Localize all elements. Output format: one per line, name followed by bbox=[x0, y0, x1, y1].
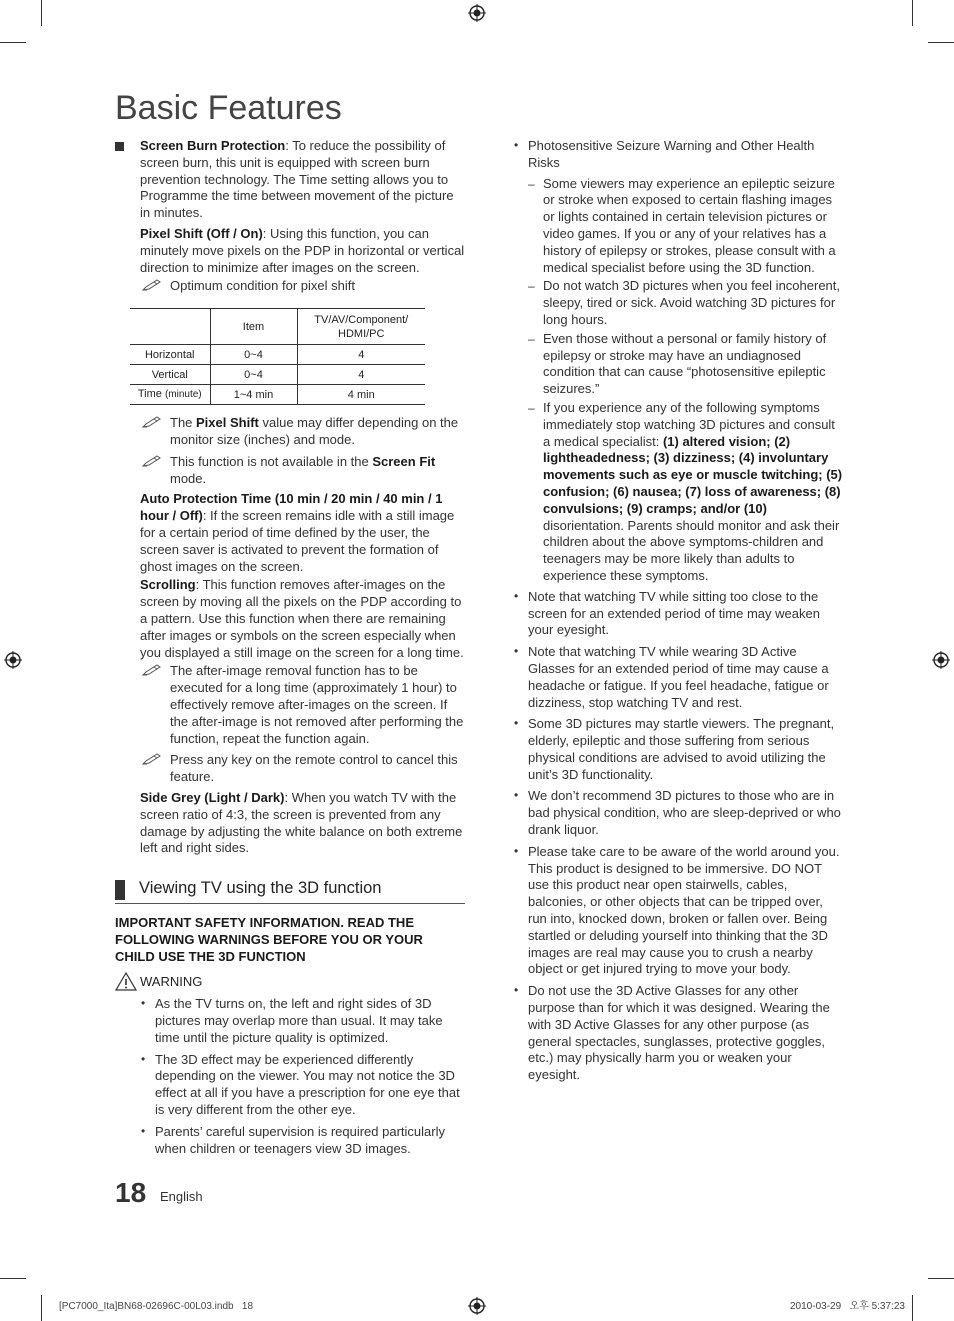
auto-protection-label: Auto Protection Time (10 min / 20 min / 40 min / 1 hour / Off) bbox=[140, 491, 443, 524]
dash-item: – Do not watch 3D pictures when you feel incoherent, sleepy, tired or sick. Avoid watching 3D pictures for long hours. bbox=[528, 278, 843, 328]
pixel-shift-table bbox=[130, 308, 425, 405]
photosensitive-title: Photosensitive Seizure Warning and Other Health Risks bbox=[528, 138, 815, 170]
square-bullet-icon bbox=[115, 142, 124, 151]
footer-timestamp: 2010-03-29 오후 5:37:23 bbox=[790, 1301, 905, 1312]
note-screen-fit-post: mode. bbox=[170, 470, 207, 486]
list-item: • Note that watching TV while wearing 3D Active Glasses for an extended period of time may cause a headache or fatigue. If you feel headache, fatigue or dizziness, stop watching TV and rest. bbox=[513, 644, 843, 711]
list-item: • The 3D effect may be experienced differently depending on the viewer. You may not notice the 3D effect at all if you have a prescription for one eye that is very different from the other eye. bbox=[140, 1052, 465, 1119]
table-row bbox=[130, 365, 425, 385]
table-header-col3-line2: HDMI/PC bbox=[338, 327, 385, 340]
safety-heading: IMPORTANT SAFETY INFORMATION. READ THE FOLLOWING WARNINGS BEFORE YOU OR YOUR CHILD USE THE 3D FUNCTION bbox=[115, 915, 423, 964]
table-header-cell bbox=[130, 309, 210, 345]
note-pencil-icon bbox=[142, 415, 162, 429]
note-after-image-text: The after-image removal function has to be executed for a long time (approximately 1 hour) to effectively remove after-images on the screen. If the after-image is not removed after performing the function, repeat the function again. bbox=[170, 663, 464, 746]
right-column bbox=[513, 138, 843, 1084]
side-grey-text: : When you watch TV with the screen ratio of 4:3, the screen is prevented from any damage by adjusting the white balance on both extreme left and right sides. bbox=[140, 789, 463, 856]
page-language: English bbox=[160, 1189, 203, 1204]
note-pixel-shift bbox=[140, 415, 465, 449]
scrolling-text: : This function removes after-images on the screen by moving all the pixels on the PDP according to a pattern. Use this function when there are remaining after images or symbols on the screen especially when you displayed a still image on the screen for a long time. bbox=[140, 577, 464, 660]
note-pencil-icon bbox=[142, 752, 162, 766]
table-row bbox=[130, 345, 425, 365]
note-pencil-icon bbox=[142, 454, 162, 468]
dash-item bbox=[528, 400, 843, 585]
note-optimum bbox=[140, 278, 465, 295]
list-item: • Please take care to be aware of the world around you. This product is designed to be immersive. DO NOT use this product near open stairwells, cables, balconies, or other objects that can be tripped over, run into, knocked down, broken or fallen over. Being startled or deluding yourself into thinking that the 3D images are real may cause you to crush a nearby object or get injured trying to move your body. bbox=[513, 844, 843, 978]
side-grey-label: Side Grey (Light / Dark) bbox=[140, 789, 285, 805]
table-row-label-suffix: (minute) bbox=[164, 389, 202, 401]
table-cell: 0~4 bbox=[210, 345, 297, 365]
list-item: • As the TV turns on, the left and right sides of 3D pictures may overlap more than usual. It may take time until the picture quality is optimized. bbox=[140, 996, 465, 1046]
side-grey-paragraph bbox=[115, 790, 465, 857]
warning-triangle-icon bbox=[115, 972, 137, 991]
table-row-label-text: Time bbox=[137, 388, 162, 401]
table-header-cell: Item bbox=[210, 309, 297, 345]
list-item bbox=[513, 138, 843, 585]
note-screen-fit bbox=[140, 454, 465, 488]
left-column bbox=[115, 138, 465, 1157]
symptoms-bold: (1) altered vision; (2) lightheadedness; (3) dizziness; (4) involuntary movements such as eye or muscle twitching; (5) confusion; (6) nausea; (7) loss of awareness; (8) convulsions; (9) cramps; and/or (10) bbox=[543, 433, 843, 516]
symptoms-pre: If you experience any of the following symptoms immediately stop watching 3D pictures and consult a medical specialist: bbox=[543, 399, 835, 449]
warning-list bbox=[115, 996, 465, 1157]
crop-mark bbox=[912, 1295, 913, 1321]
table-cell: 4 bbox=[297, 345, 425, 365]
note-screen-fit-bold: Screen Fit bbox=[372, 453, 436, 469]
warning-label-text: WARNING bbox=[140, 974, 203, 990]
symptoms-post: disorientation. Parents should monitor and ask their children about the above symptoms-children and teenagers may be more likely than adults to experience these symptoms. bbox=[543, 517, 840, 583]
screen-burn-label: Screen Burn Protection bbox=[140, 138, 286, 153]
dash-item: – Even those without a personal or family history of epilepsy or stroke may have an undiagnosed condition that can cause “photosensitive epileptic seizures.” bbox=[528, 331, 843, 398]
screen-burn-paragraph bbox=[115, 138, 465, 222]
table-cell: 4 bbox=[297, 365, 425, 385]
crop-mark bbox=[928, 42, 954, 43]
table-header-cell bbox=[297, 309, 425, 345]
note-pencil-icon bbox=[142, 278, 162, 292]
crop-mark bbox=[41, 0, 42, 26]
screen-burn-section bbox=[115, 138, 465, 222]
table-row-label: Horizontal bbox=[130, 345, 210, 365]
pixel-shift-text: : Using this function, you can minutely move pixels on the PDP in horizontal or vertical direction to minimize after images on the screen. bbox=[140, 225, 465, 275]
crop-mark bbox=[0, 42, 26, 43]
registration-mark-icon bbox=[4, 651, 22, 669]
auto-protection-paragraph bbox=[115, 491, 465, 575]
table-header-row bbox=[130, 309, 425, 345]
table-cell: 4 min bbox=[297, 385, 425, 405]
note-press-key-text: Press any key on the remote control to cancel this feature. bbox=[170, 752, 458, 785]
registration-mark-icon bbox=[468, 1297, 486, 1315]
scrolling-paragraph bbox=[115, 577, 465, 661]
note-pixel-shift-post: value may differ depending on the monitor size (inches) and mode. bbox=[170, 415, 459, 447]
section-heading bbox=[115, 876, 465, 904]
page-number: 18 bbox=[115, 1177, 147, 1208]
registration-mark-icon bbox=[468, 4, 486, 22]
note-screen-fit-pre: This function is not available in the bbox=[170, 453, 373, 469]
dash-item: – Some viewers may experience an epileptic seizure or stroke when exposed to certain flashing images or lights contained in certain television pictures or video games. If you or any of your relatives has a history of epilepsy or strokes, please consult with a medical specialist before using the 3D function. bbox=[528, 176, 843, 277]
pixel-shift-label: Pixel Shift (Off / On) bbox=[140, 225, 263, 241]
crop-mark bbox=[0, 1278, 26, 1279]
crop-mark bbox=[928, 1278, 954, 1279]
note-pixel-shift-pre: The bbox=[170, 415, 197, 431]
screen-burn-text: : To reduce the possibility of screen burn, this unit is equipped with screen burn prevention technology. The Time setting allows you to Programme the time between movement of the picture in minutes. bbox=[140, 138, 454, 221]
note-optimum-text: Optimum condition for pixel shift bbox=[170, 278, 355, 294]
list-item: • We don’t recommend 3D pictures to those who are in bad physical condition, who are sleep-deprived or who drank liquor. bbox=[513, 788, 843, 838]
list-item: • Parents’ careful supervision is required particularly when children or teenagers view 3D images. bbox=[140, 1124, 465, 1158]
health-list bbox=[513, 138, 843, 1084]
footer-file-info: [PC7000_Ita]BN68-02696C-00L03.indb 18 bbox=[59, 1301, 254, 1312]
section-heading-text: Viewing TV using the 3D function bbox=[139, 879, 382, 898]
table-cell: 1~4 min bbox=[210, 385, 297, 405]
note-pixel-shift-bold: Pixel Shift bbox=[196, 415, 259, 431]
list-item: • Do not use the 3D Active Glasses for any other purpose than for which it was designed. Wearing the with 3D Active Glasses for any other purpose (as general spectacles, sunglasses, protective goggles, etc.) may physically harm you or weaken your eyesight. bbox=[513, 983, 843, 1084]
list-item: • Note that watching TV while sitting too close to the screen for an extended period of time may weaken your eyesight. bbox=[513, 589, 843, 639]
warning-label bbox=[115, 974, 465, 991]
table-row bbox=[130, 385, 425, 405]
table-header-col3-line1: TV/AV/Component/ bbox=[314, 313, 409, 326]
pixel-shift-paragraph bbox=[115, 226, 465, 276]
crop-mark bbox=[41, 1295, 42, 1321]
registration-mark-icon bbox=[932, 651, 950, 669]
auto-protection-text: : If the screen remains idle with a still image for a certain period of time defined by the user, the screen saver is activated to prevent the formation of ghost images on the screen. bbox=[140, 508, 455, 574]
note-pencil-icon bbox=[142, 663, 162, 677]
crop-mark bbox=[912, 0, 913, 26]
table-row-label: Vertical bbox=[130, 365, 210, 385]
note-after-image bbox=[140, 663, 465, 747]
section-bar-icon bbox=[115, 880, 125, 900]
note-press-key bbox=[140, 752, 465, 786]
scrolling-label: Scrolling bbox=[140, 577, 196, 593]
page-title: Basic Features bbox=[115, 89, 342, 127]
dash-list bbox=[528, 176, 843, 585]
table-cell: 0~4 bbox=[210, 365, 297, 385]
table-row-label bbox=[130, 385, 210, 405]
list-item: • Some 3D pictures may startle viewers. The pregnant, elderly, epileptic and those suffering from serious physical conditions are advised to avoid utilizing the unit’s 3D functionality. bbox=[513, 716, 843, 783]
